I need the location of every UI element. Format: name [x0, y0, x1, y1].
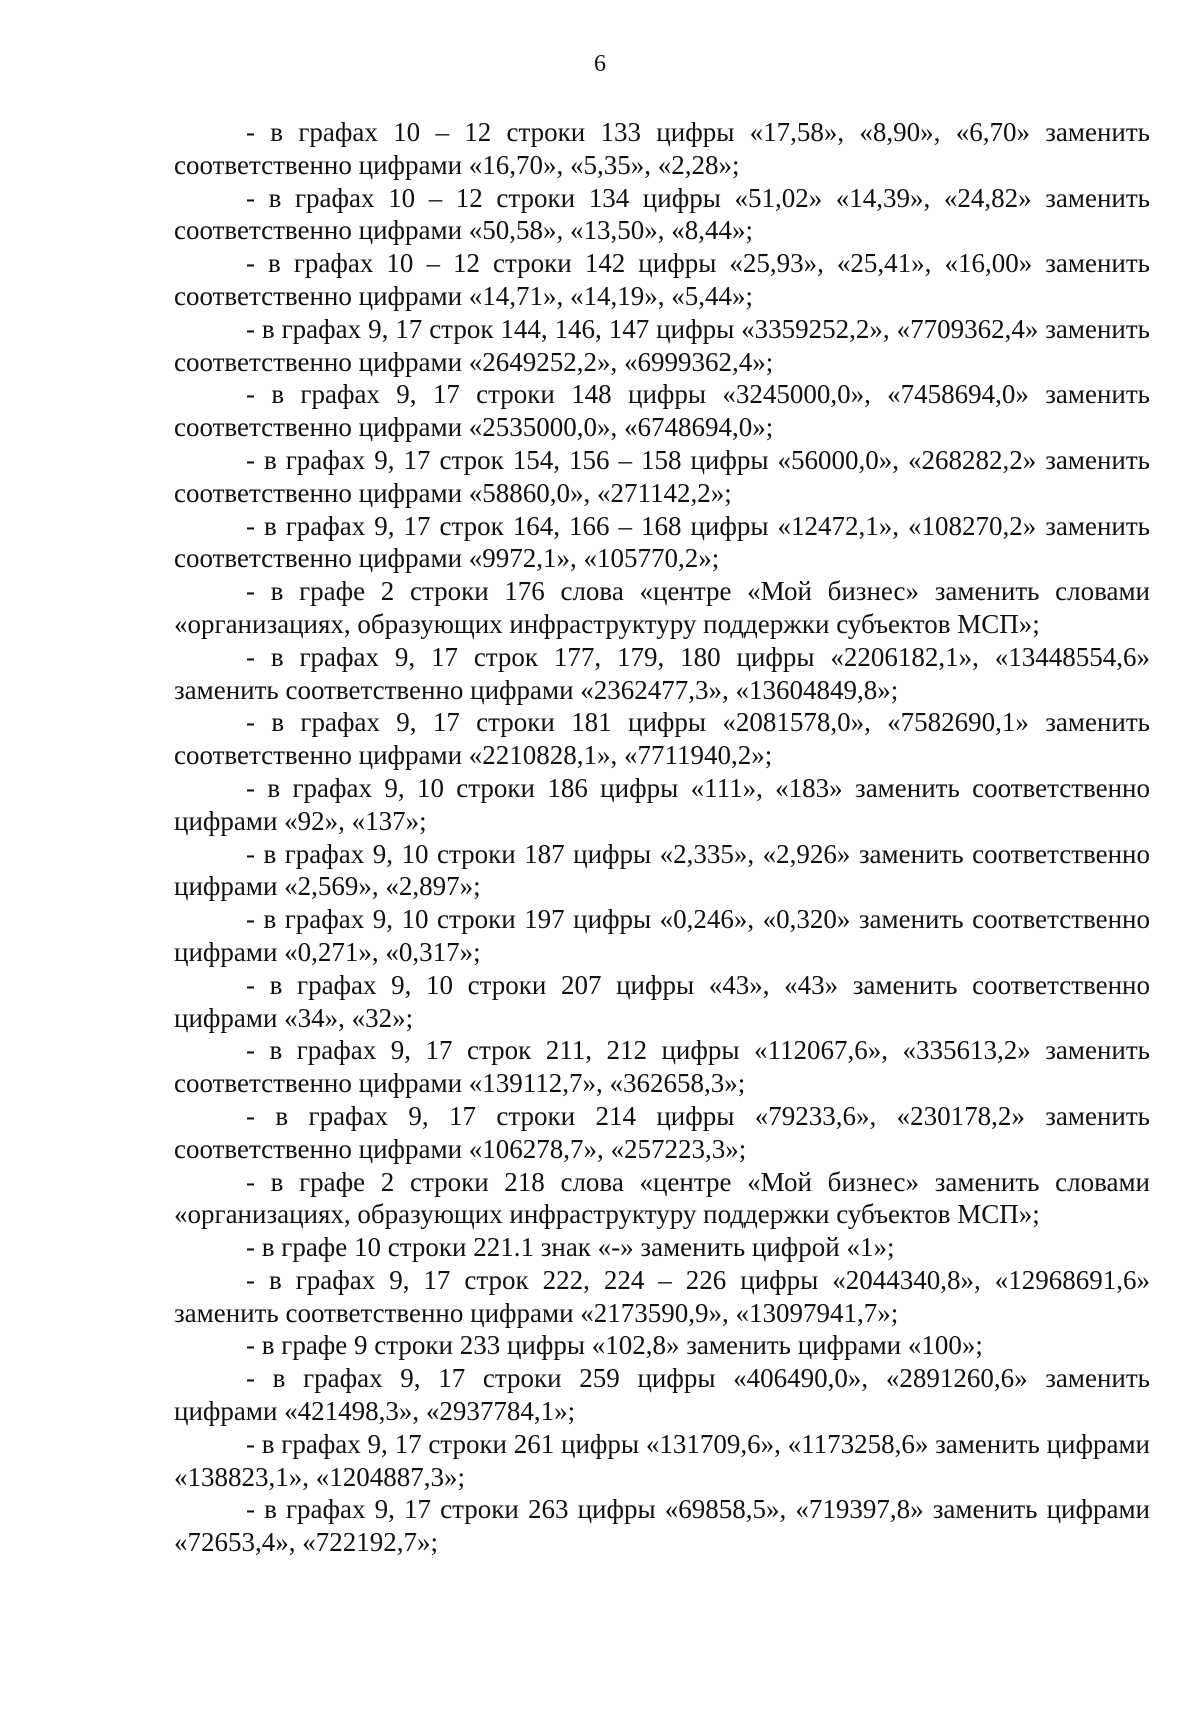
amendment-paragraph: - в графах 9, 10 строки 186 цифры «111», «183» заменить соответственно цифрами «92», «137»;	[174, 772, 1150, 836]
amendment-paragraph: - в графах 9, 10 строки 187 цифры «2,335», «2,926» заменить соответственно цифрами «2,569», «2,897»;	[174, 838, 1150, 902]
page-number: 6	[594, 51, 606, 77]
amendment-paragraph: - в графах 9, 17 строк 222, 224 – 226 цифры «2044340,8», «12968691,6» заменить соответственно цифрами «2173590,9», «13097941,7»;	[174, 1264, 1150, 1328]
amendment-paragraph: - в графах 9, 10 строки 207 цифры «43», «43» заменить соответственно цифрами «34», «32»;	[174, 969, 1150, 1033]
amendment-paragraph: - в графах 10 – 12 строки 134 цифры «51,02» «14,39», «24,82» заменить соответственно цифрами «50,58», «13,50», «8,44»;	[174, 182, 1150, 246]
amendment-paragraph: - в графах 9, 17 строки 214 цифры «79233,6», «230178,2» заменить соответственно цифрами «106278,7», «257223,3»;	[174, 1100, 1150, 1164]
amendment-paragraph: - в графах 9, 17 строки 259 цифры «406490,0», «2891260,6» заменить цифрами «421498,3», «2937784,1»;	[174, 1363, 1150, 1427]
amendment-paragraph: - в графах 9, 17 строки 263 цифры «69858,5», «719397,8» заменить цифрами «72653,4», «722192,7»;	[174, 1494, 1150, 1558]
amendment-paragraph: - в графах 9, 17 строк 164, 166 – 168 цифры «12472,1», «108270,2» заменить соответственно цифрами «9972,1», «105770,2»;	[174, 510, 1150, 574]
amendment-paragraph: - в графах 9, 17 строки 181 цифры «2081578,0», «7582690,1» заменить соответственно цифрами «2210828,1», «7711940,2»;	[174, 707, 1150, 771]
amendment-paragraph: - в графе 2 строки 218 слова «центре «Мой бизнес» заменить словами «организациях, образующих инфраструктуру поддержки субъектов МСП»;	[174, 1166, 1150, 1230]
amendment-paragraph: - в графах 9, 17 строк 211, 212 цифры «112067,6», «335613,2» заменить соответственно цифрами «139112,7», «362658,3»;	[174, 1035, 1150, 1099]
amendment-paragraph: - в графах 9, 17 строк 177, 179, 180 цифры «2206182,1», «13448554,6» заменить соответственно цифрами «2362477,3», «13604849,8»;	[174, 641, 1150, 705]
amendment-paragraph: - в графах 10 – 12 строки 133 цифры «17,58», «8,90», «6,70» заменить соответственно цифрами «16,70», «5,35», «2,28»;	[174, 117, 1150, 180]
amendments-list	[174, 116, 1150, 1559]
amendment-paragraph: - в графах 9, 17 строки 148 цифры «3245000,0», «7458694,0» заменить соответственно цифрами «2535000,0», «6748694,0»;	[174, 379, 1150, 443]
amendment-paragraph: - в графе 2 строки 176 слова «центре «Мой бизнес» заменить словами «организациях, образующих инфраструктуру поддержки субъектов МСП»;	[174, 576, 1150, 639]
amendment-paragraph: - в графах 9, 17 строк 154, 156 – 158 цифры «56000,0», «268282,2» заменить соответственно цифрами «58860,0», «271142,2»;	[174, 444, 1150, 508]
amendment-paragraph: - в графе 9 строки 233 цифры «102,8» заменить цифрами «100»;	[246, 1330, 983, 1361]
amendment-paragraph: - в графах 10 – 12 строки 142 цифры «25,93», «25,41», «16,00» заменить соответственно цифрами «14,71», «14,19», «5,44»;	[174, 248, 1150, 311]
amendment-paragraph: - в графе 10 строки 221.1 знак «-» заменить цифрой «1»;	[246, 1232, 895, 1263]
amendment-paragraph: - в графах 9, 17 строк 144, 146, 147 цифры «3359252,2», «7709362,4» заменить соответственно цифрами «2649252,2», «6999362,4»;	[174, 313, 1150, 377]
amendment-paragraph: - в графах 9, 10 строки 197 цифры «0,246», «0,320» заменить соответственно цифрами «0,271», «0,317»;	[174, 904, 1150, 967]
amendment-paragraph: - в графах 9, 17 строки 261 цифры «131709,6», «1173258,6» заменить цифрами «138823,1», «1204887,3»;	[174, 1428, 1150, 1492]
